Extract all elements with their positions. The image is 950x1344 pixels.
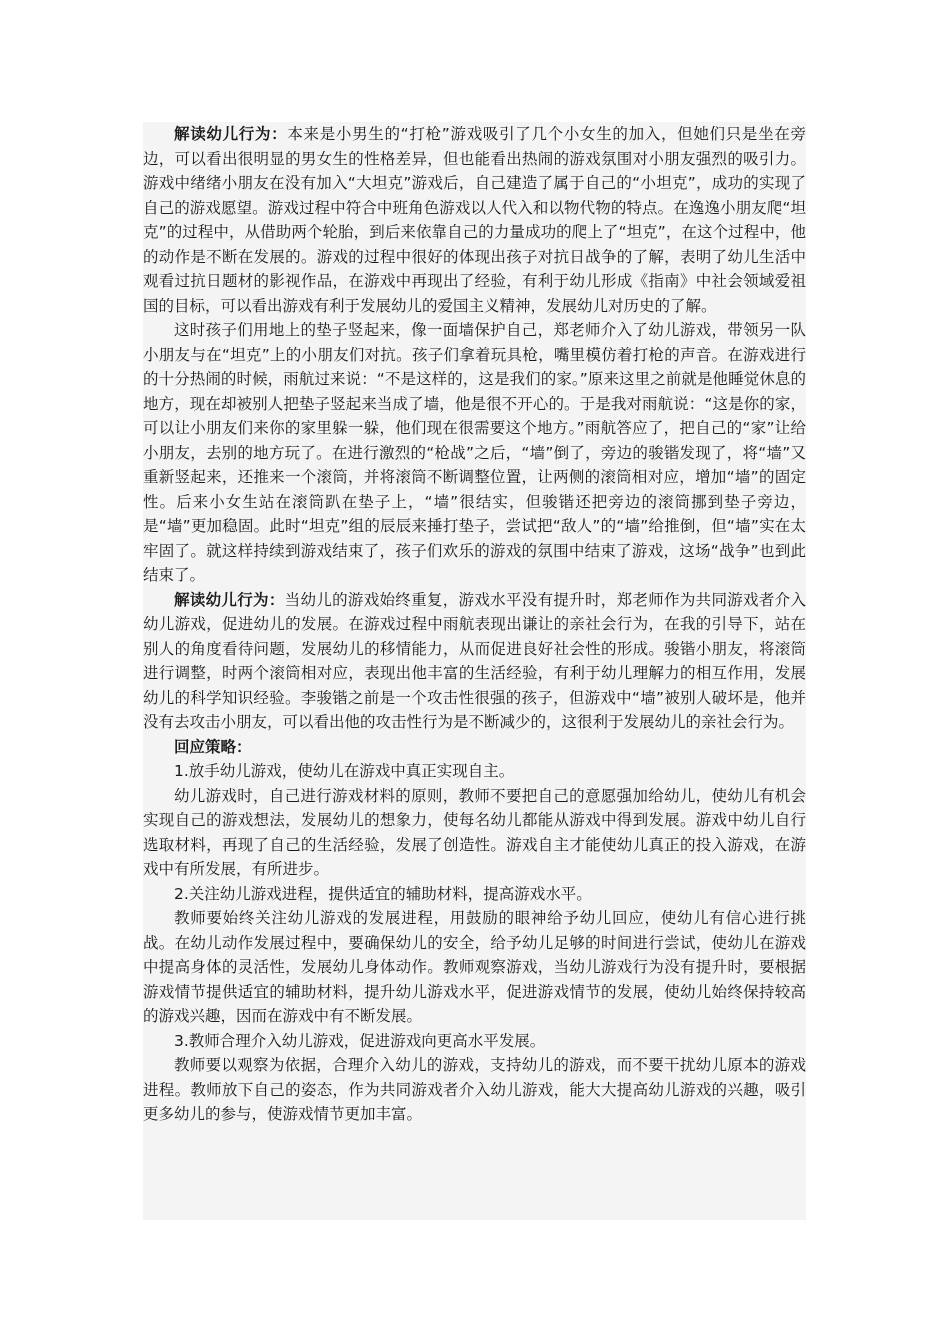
paragraph-body: 当幼儿的游戏始终重复，游戏水平没有提升时，郑老师作为共同游戏者介入幼儿游戏，促进幼儿的发展。在游戏过程中雨航表现出谦让的亲社会行为，在我的引导下，站在别人的角度看待问题，发展幼儿的移情能力，从而促进良好社会性的形成。骏锴小朋友，将滚筒进行调整，时两个滚筒相对应，表现出他丰富的生活经验，有利于幼儿理解力的相互作用，发展幼儿的科学知识经验。李骏锴之前是一个攻击性很强的孩子，但游戏中“墙”被别人破坏是，他并没有去攻击小朋友，可以看出他的攻击性行为是不断减少的，这很利于发展幼儿的亲社会行为。 [143,590,806,731]
paragraph-interpretation-2 [143,588,806,735]
strategy-item-1-body [143,784,806,882]
paragraph-body: 这时孩子们用地上的垫子竖起来，像一面墙保护自己，郑老师介入了幼儿游戏，带领另一队小朋友与在“坦克”上的小朋友们对抗。孩子们拿着玩具枪，嘴里模仿着打枪的声音。在游戏进行的十分热闹的时候，雨航过来说：“不是这样的，这是我们的家。”原来这里之前就是他睡觉休息的地方，现在却被别人把垫子竖起来当成了墙，他是很不开心的。于是我对雨航说：“这是你的家，可以让小朋友们来你的家里躲一躲，他们现在很需要这个地方。”雨航答应了，把自己的“家”让给小朋友，去别的地方玩了。在进行激烈的“枪战”之后，“墙”倒了，旁边的骏锴发现了，将“墙”又重新竖起来，还推来一个滚筒，并将滚筒不断调整位置，让两侧的滚筒相对应，增加“墙”的固定性。后来小女生站在滚筒趴在垫子上，“墙”很结实，但骏锴还把旁边的滚筒挪到垫子旁边，是“墙”更加稳固。此时“坦克”组的辰辰来捶打垫子，尝试把“敌人”的“墙”给推倒，但“墙”实在太牢固了。就这样持续到游戏结束了，孩子们欢乐的游戏的氛围中结束了游戏，这场“战争”也到此结束了。 [143,321,806,584]
section-heading-strategy [143,735,806,760]
paragraph-body: 幼儿游戏时，自己进行游戏材料的原则，教师不要把自己的意愿强加给幼儿，使幼儿有机会实现自己的游戏想法，发展幼儿的想象力，使每名幼儿都能从游戏中得到发展。游戏中幼儿自行选取材料，再现了自己的生活经验，发展了创造性。游戏自主才能使幼儿真正的投入游戏，在游戏中有所发展，有所进步。 [143,786,806,878]
paragraph-body: 本来是小男生的“打枪”游戏吸引了几个小女生的加入，但她们只是坐在旁边，可以看出很明显的男女生的性格差异，但也能看出热闹的游戏氛围对小朋友强烈的吸引力。游戏中绪绪小朋友在没有加入“大坦克”游戏后，自己建造了属于自己的“小坦克”，成功的实现了自己的游戏愿望。游戏过程中符合中班角色游戏以人代入和以物代物的特点。在逸逸小朋友爬“坦克”的过程中，从借助两个轮胎，到后来依靠自己的力量成功的爬上了“坦克”，在这个过程中，他的动作是不断在发展的。游戏的过程中很好的体现出孩子对抗日战争的了解，表明了幼儿生活中观看过抗日题材的影视作品，在游戏中再现出了经验，有利于幼儿形成《指南》中社会领域爱祖国的目标，可以看出游戏有利于发展幼儿的爱国主义精神，发展幼儿对历史的了解。 [143,125,806,315]
paragraph-lead-label: 解读幼儿行为： [174,590,285,609]
paragraph-body: 3.教师合理介入幼儿游戏，促进游戏向更高水平发展。 [174,1031,546,1050]
paragraph-lead-label: 解读幼儿行为： [174,125,288,143]
paragraph-interpretation-1 [143,122,806,318]
paragraph-body: 2.关注幼儿游戏进程，提供适宜的辅助材料，提高游戏水平。 [174,884,592,903]
strategy-item-2-title [143,882,806,907]
strategy-item-2-body [143,906,806,1029]
paragraph-body: 教师要以观察为依据，合理介入幼儿的游戏，支持幼儿的游戏，而不要干扰幼儿原本的游戏进程。教师放下自己的姿态，作为共同游戏者介入幼儿游戏，能大大提高幼儿游戏的兴趣，吸引更多幼儿的参与，使游戏情节更加丰富。 [143,1056,806,1123]
strategy-item-3-title [143,1029,806,1054]
document-text-block [143,122,806,1220]
strategy-item-1-title [143,759,806,784]
section-heading-label: 回应策略： [174,737,252,756]
strategy-item-3-body [143,1053,806,1127]
paragraph-body: 1.放手幼儿游戏，使幼儿在游戏中真正实现自主。 [174,762,515,780]
paragraph-body: 教师要始终关注幼儿游戏的发展进程，用鼓励的眼神给予幼儿回应，使幼儿有信心进行挑战。在幼儿动作发展过程中，要确保幼儿的安全，给予幼儿足够的时间进行尝试，使幼儿在游戏中提高身体的灵活性，发展幼儿身体动作。教师观察游戏，当幼儿游戏行为没有提升时，要根据游戏情节提供适宜的辅助材料，提升幼儿游戏水平，促进游戏情节的发展，使幼儿始终保持较高的游戏兴趣，因而在游戏中有不断发展。 [143,909,806,1025]
paragraph-narrative [143,318,806,588]
